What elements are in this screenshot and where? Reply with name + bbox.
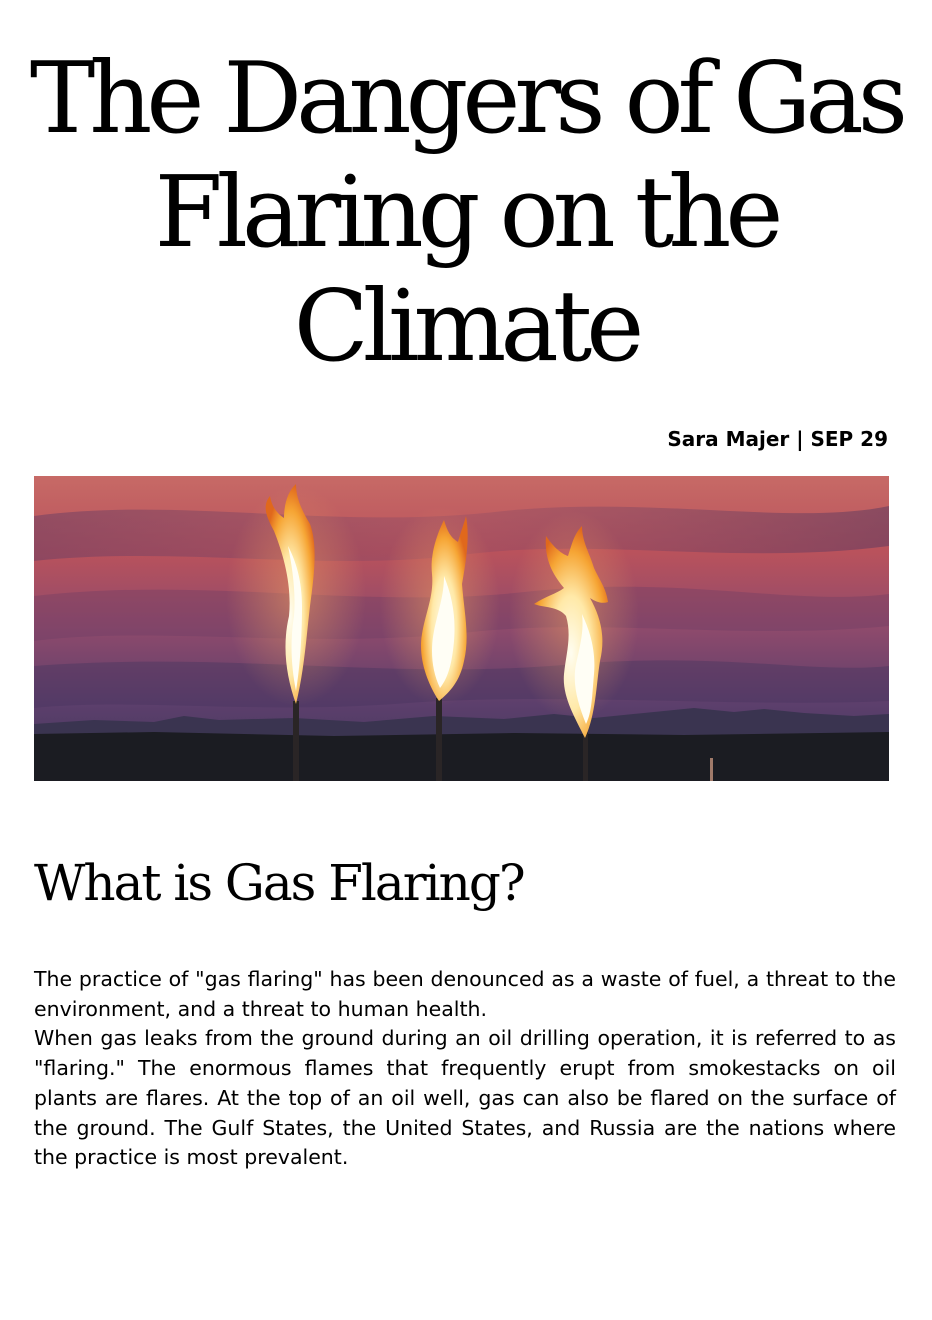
hero-image <box>34 476 889 781</box>
article-body <box>34 965 896 1173</box>
article-title: The Dangers of Gas Flaring on the Climate <box>29 42 903 384</box>
body-paragraph: When gas leaks from the ground during an oil drilling operation, it is referred to as "flaring." The enormous flames that frequently erupt from smokestacks on oil plants are flares. At the top of an oil well, gas can also be flared on the surface of the ground. The Gulf States, the United States, and Russia are the nations where the practice is most prevalent. <box>34 1026 896 1170</box>
body-paragraph: The practice of "gas flaring" has been denounced as a waste of fuel, a threat to the environment, and a threat to human health. <box>34 967 896 1021</box>
gas-flares-photo <box>34 476 889 781</box>
section-heading: What is Gas Flaring? <box>34 854 524 912</box>
article-byline: Sara Majer | SEP 29 <box>667 427 888 451</box>
